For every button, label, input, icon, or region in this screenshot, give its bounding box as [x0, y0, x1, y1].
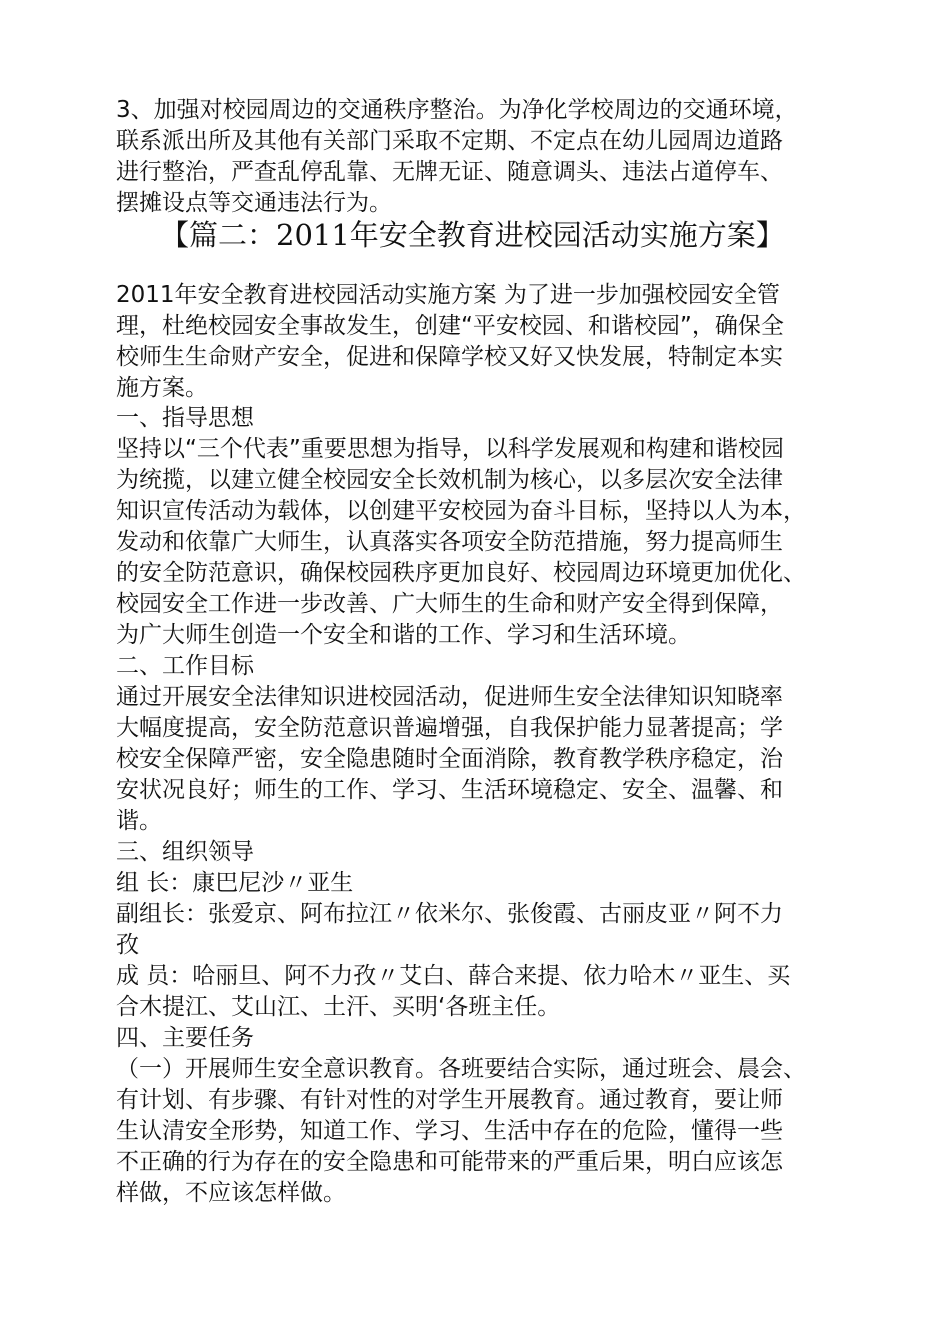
section-heading: 四、主要任务	[116, 1025, 254, 1051]
body-line: 发动和依靠广大师生，认真落实各项安全防范措施，努力提高师生	[116, 529, 783, 555]
body-line: 大幅度提高，安全防范意识普遍增强，自我保护能力显著提高；学	[116, 715, 783, 741]
body-line: （一）开展师生安全意识教育。各班要结合实际，通过班会、晨会、	[116, 1056, 806, 1082]
body-line: 施方案。	[116, 375, 208, 401]
body-line: 组 长：康巴尼沙〃亚生	[116, 870, 354, 896]
intro-line: 进行整治，严查乱停乱靠、无牌无证、随意调头、违法占道停车、	[116, 159, 783, 185]
body-line: 校园安全工作进一步改善、广大师生的生命和财产安全得到保障，	[116, 591, 783, 617]
body-line: 校安全保障严密，安全隐患随时全面消除，教育教学秩序稳定，治	[116, 746, 783, 772]
body-line: 的安全防范意识，确保校园秩序更加良好、校园周边环境更加优化、	[116, 560, 806, 586]
intro-line: 摆摊设点等交通违法行为。	[116, 190, 392, 216]
body-line: 为统揽，以建立健全校园安全长效机制为核心，以多层次安全法律	[116, 467, 783, 493]
body-line: 有计划、有步骤、有针对性的对学生开展教育。通过教育，要让师	[116, 1087, 783, 1113]
body-line: 通过开展安全法律知识进校园活动，促进师生安全法律知识知晓率	[116, 684, 783, 710]
body-line: 孜	[116, 932, 139, 958]
body-line: 样做，不应该怎样做。	[116, 1180, 346, 1206]
body-line: 不正确的行为存在的安全隐患和可能带来的严重后果，明白应该怎	[116, 1149, 783, 1175]
intro-line: 联系派出所及其他有关部门采取不定期、不定点在幼儿园周边道路	[116, 128, 783, 154]
section-heading: 二、工作目标	[116, 653, 254, 679]
body-line: 2011年安全教育进校园活动实施方案 为了进一步加强校园安全管	[116, 282, 780, 308]
body-line: 成 员：哈丽旦、阿不力孜〃艾白、薛合来提、依力哈木〃亚生、买	[116, 963, 791, 989]
body-line: 安状况良好；师生的工作、学习、生活环境稳定、安全、温馨、和	[116, 777, 783, 803]
section-heading: 三、组织领导	[116, 839, 254, 865]
section-title: 【篇二：2011年安全教育进校园活动实施方案】	[160, 218, 785, 252]
body-line: 理，杜绝校园安全事故发生，创建“平安校园、和谐校园”，确保全	[116, 313, 784, 339]
body-line: 合木提江、艾山江、土汗、买明‘各班主任。	[116, 994, 561, 1020]
body-line: 谐。	[116, 808, 162, 834]
section-heading: 一、指导思想	[116, 405, 254, 431]
body-line: 校师生生命财产安全，促进和保障学校又好又快发展，特制定本实	[116, 344, 783, 370]
body-line: 生认清安全形势，知道工作、学习、生活中存在的危险，懂得一些	[116, 1118, 783, 1144]
body-line: 知识宣传活动为载体，以创建平安校园为奋斗目标，坚持以人为本，	[116, 498, 806, 524]
intro-line: 3、加强对校园周边的交通秩序整治。为净化学校周边的交通环境，	[116, 97, 798, 123]
body-line: 为广大师生创造一个安全和谐的工作、学习和生活环境。	[116, 622, 691, 648]
body-line: 副组长：张爱京、阿布拉江〃依米尔、张俊霞、古丽皮亚〃阿不力	[116, 901, 783, 927]
body-line: 坚持以“三个代表”重要思想为指导，以科学发展观和构建和谐校园	[116, 436, 784, 462]
